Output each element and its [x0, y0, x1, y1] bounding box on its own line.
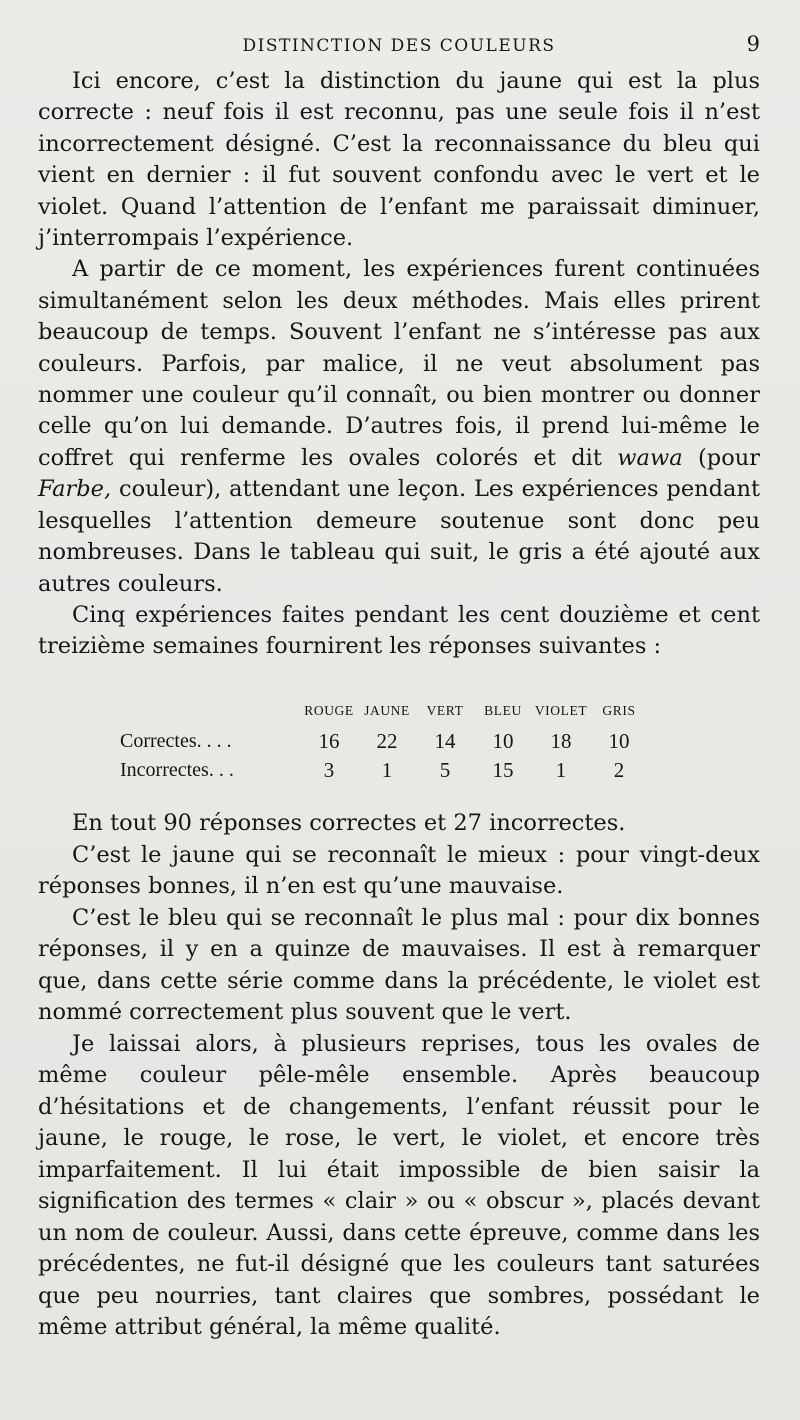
column-header-jaune: JAUNE: [364, 703, 410, 718]
results-table-wrap: [38, 703, 760, 793]
paragraph-2-continuation: couleur), attendant une leçon. Les expériences pendant lesquelles l’attention demeure soutenue sont donc peu nombreuses. Dans le tableau qui suit, le gris a été ajouté aux autres couleurs.: [38, 476, 760, 597]
table-cell: 1: [381, 758, 393, 782]
column-header-vert: VERT: [426, 703, 464, 718]
paragraph-2-text: A partir de ce moment, les expériences furent continuées simultanément selon les deux méthodes. Mais elles prirent beaucoup de temps. Souvent l’enfant ne s’intéresse pas aux couleurs. Parfois, par malice, il ne veut absolument pas nommer une couleur qu’il connaît, ou bien montrer ou donner celle qu’on lui demande. D’autres fois, il prend lui-même le coffret qui renferme les ovales colorés et dit: [38, 256, 760, 471]
paragraph-7: Je laissai alors, à plusieurs reprises, tous les ovales de même couleur pêle-mêle ensemble. Après beaucoup d’hésitations et de changements, l’enfant réussit pour le jaune, le rouge, le rose, le vert, le violet, et encore très imparfaitement. Il lui était impossible de bien saisir la signification des termes « clair » ou « obscur », placés devant un nom de couleur. Aussi, dans cette épreuve, comme dans les précédentes, ne fut-il désigné que les couleurs tant saturées que peu nourries, tant claires que sombres, possédant le même attribut général, la même qualité.: [38, 1030, 760, 1340]
body-text-bottom: [38, 808, 760, 1344]
paragraph-5: C’est le jaune qui se reconnaît le mieux : pour vingt-deux réponses bonnes, il n’en est qu’une mauvaise.: [38, 841, 760, 899]
table-cell: 16: [318, 729, 340, 753]
paragraph-3: Cinq expériences faites pendant les cent douzième et cent treizième semaines fournirent les réponses suivantes :: [38, 601, 760, 660]
page-number: 9: [746, 32, 760, 56]
word-wawa: wawa: [617, 444, 683, 471]
table-cell: 22: [376, 729, 398, 753]
table-cell: 2: [613, 758, 625, 782]
column-header-bleu: BLEU: [484, 703, 522, 718]
table-cell: 5: [439, 758, 451, 782]
body-text-top: [38, 66, 760, 663]
table-cell: 10: [608, 729, 630, 753]
running-head: [38, 30, 760, 64]
column-header-violet: VIOLET: [534, 703, 588, 718]
table-cell: 1: [555, 758, 567, 782]
paragraph-2: [38, 254, 760, 599]
word-pour: (pour: [698, 444, 761, 471]
results-table: [120, 703, 648, 785]
table-cell: 18: [550, 729, 572, 753]
table-cell: 15: [492, 758, 514, 782]
table-row-correctes: [120, 727, 648, 756]
paragraph-6: C’est le bleu qui se reconnaît le plus mal : pour dix bonnes réponses, il y en a quinze de mauvaises. Il est à remarquer que, dans cette série comme dans la précédente, le violet est nommé correctement plus souvent que le vert.: [38, 904, 760, 1025]
word-farbe: Farbe,: [38, 476, 112, 503]
table-cell: 14: [434, 729, 456, 753]
row-label: Correctes. . . .: [120, 730, 232, 752]
paragraph-1: Ici encore, c’est la distinction du jaune qui est la plus correcte : neuf fois il est reconnu, pas une seule fois il n’est incorrectement désigné. C’est la reconnaissance du bleu qui vient en dernier : il fut souvent confondu avec le vert et le violet. Quand l’attention de l’enfant me paraissait diminuer, j’interrompais l’expérience.: [38, 68, 760, 252]
column-header-gris: GRIS: [602, 703, 636, 718]
running-title: DISTINCTION DES COULEURS: [242, 36, 556, 56]
row-label: Incorrectes. . .: [120, 759, 234, 781]
table-header-row: [120, 703, 648, 727]
paragraph-4: En tout 90 réponses correctes et 27 incorrectes.: [72, 810, 626, 836]
table-row-incorrectes: [120, 756, 648, 785]
table-cell: 10: [492, 729, 514, 753]
table-cell: 3: [323, 758, 335, 782]
table-corner: [120, 703, 300, 727]
column-header-rouge: ROUGE: [304, 703, 354, 718]
